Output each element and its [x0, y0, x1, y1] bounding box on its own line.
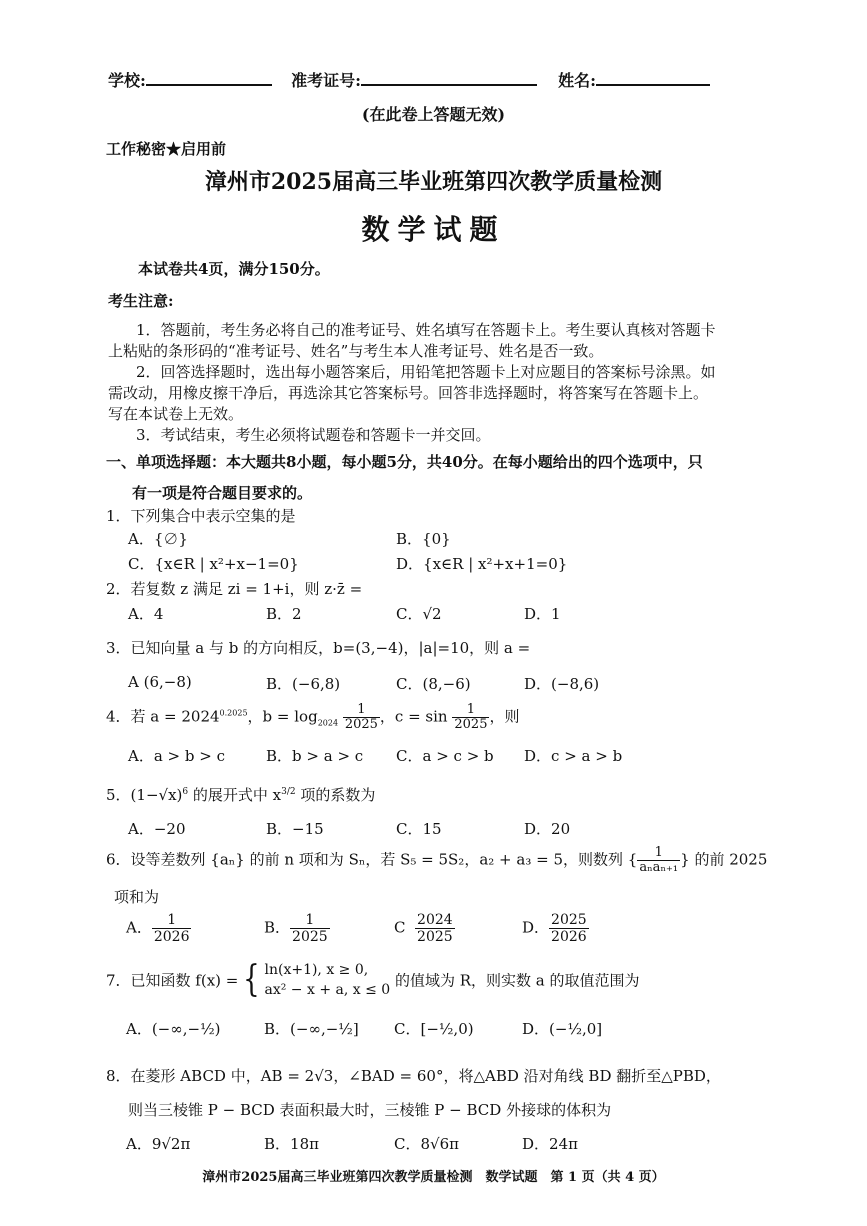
q1-stem: 1．下列集合中表示空集的是: [106, 507, 296, 525]
exam-no-label: 准考证号:: [291, 71, 361, 90]
q5-option-d: D．20: [524, 820, 571, 838]
q6-option-a: A． $\frac{1}{2026}$: [126, 912, 190, 945]
q7-option-b: B．(−∞,−½]: [264, 1020, 359, 1038]
q1-option-b: B．{0}: [396, 530, 451, 548]
q5-option-a: A．−20: [128, 820, 186, 838]
q6-fraction: $\frac{1}{\text{aₙaₙ₊₁}}$: [639, 845, 679, 875]
q4-option-b: B．b > a > c: [266, 747, 364, 765]
q6-stem: 6．设等差数列 {aₙ} 的前 n 项和为 Sₙ，若 S₅ = 5S₂，a₂ + a₃ = 5，则数列 { $\frac{1}{\text{aₙaₙ₊₁}}$ } 的前 2025: [106, 845, 768, 875]
q6-option-d: D． $\frac{2025}{2026}$: [522, 912, 587, 945]
q4-option-c: C．a > c > b: [396, 747, 494, 765]
page-footer: 漳州市2025届高三毕业班第四次教学质量检测 数学试题 第 1 页（共 4 页）: [202, 1170, 665, 1185]
q1-option-d: D．{x∈R | x²+x+1=0}: [396, 555, 568, 573]
q7-piecewise: ln(x+1), x ≥ 0, ax² − x + a, x ≤ 0: [264, 962, 391, 998]
exam-no-blank: [361, 66, 537, 86]
q4-option-a: A．a > b > c: [128, 747, 225, 765]
q7-stem: 7．已知函数 f(x) = { ln(x+1), x ≥ 0, ax² − x + a, x ≤ 0 的值域为 R，则实数 a 的取值范围为: [106, 959, 640, 1001]
q7-option-d: D．(−½,0]: [522, 1020, 603, 1038]
section1-line2: 有一项是符合题目要求的。: [132, 484, 313, 502]
name-blank: [596, 66, 710, 86]
q3-option-b: B．(−6,8): [266, 675, 341, 693]
q1-option-a: A．{∅}: [128, 530, 188, 548]
q8-stem-2: 则当三棱锥 P − BCD 表面积最大时，三棱锥 P − BCD 外接球的体积为: [128, 1101, 612, 1119]
q3-option-d: D．(−8,6): [524, 675, 600, 693]
q8-option-c: C．8√6π: [394, 1135, 459, 1153]
q4-option-d: D．c > a > b: [524, 747, 623, 765]
intro-text: 本试卷共4页，满分150分。: [138, 260, 330, 278]
q8-option-d: D．24π: [522, 1135, 578, 1153]
q7-option-a: A．(−∞,−½): [126, 1020, 221, 1038]
q2-option-c: C．√2: [396, 605, 442, 623]
school-blank: [146, 66, 272, 86]
notes-heading: 考生注意:: [108, 292, 174, 310]
q7-option-c: C．[−½,0): [394, 1020, 474, 1038]
q4-fraction-b: $\frac{1}{2025}$: [344, 702, 378, 732]
q8-stem-1: 8．在菱形 ABCD 中，AB = 2√3，∠BAD = 60°，将△ABD 沿对角线 BD 翻折至△PBD，: [106, 1067, 721, 1085]
q2-stem: 2．若复数 z 满足 zi = 1+i，则 z·z̄ =: [106, 580, 363, 598]
q5-stem: 5．$(1-√x)^6$ 的展开式中 $x^{3/2}$ 项的系数为: [106, 786, 376, 804]
secret-label: 工作秘密★启用前: [106, 140, 227, 158]
q2-option-d: D．1: [524, 605, 561, 623]
section1-line1: 一、单项选择题：本大题共8小题，每小题5分，共40分。在每小题给出的四个选项中，只: [106, 453, 703, 471]
note-1b: 上粘贴的条形码的“准考证号、姓名”与考生本人准考证号、姓名是否一致。: [108, 342, 604, 360]
name-label: 姓名:: [558, 71, 597, 90]
page-subtitle: 数学试题: [361, 213, 506, 246]
q6-option-c: C $\frac{2024}{2025}$: [394, 912, 453, 945]
q4-fraction-c: $\frac{1}{2025}$: [454, 702, 488, 732]
school-label: 学校:: [108, 71, 146, 90]
q5-option-c: C．15: [396, 820, 442, 838]
q3-stem: 3．已知向量 a 与 b 的方向相反，b=(3,−4)，|a|=10，则 a =: [106, 639, 531, 657]
q3-option-a: A (6,−8): [128, 673, 192, 691]
header-fields: [108, 66, 710, 91]
q2-option-a: A．4: [128, 605, 164, 623]
q5-option-b: B．−15: [266, 820, 324, 838]
notes-block: [108, 320, 768, 446]
q1-option-c: C．{x∈R | x²+x−1=0}: [128, 555, 299, 573]
note-2c: 写在本试卷上无效。: [108, 405, 244, 423]
q3-option-c: C．(8,−6): [396, 675, 471, 693]
note-3: 3．考试结束，考生必须将试题卷和答题卡一并交回。: [136, 426, 491, 444]
note-1a: 1．答题前，考生务必将自己的准考证号、姓名填写在答题卡上。考生要认真核对答题卡: [136, 321, 716, 339]
q6-option-b: B． $\frac{1}{2025}$: [264, 912, 328, 945]
q8-option-b: B．18π: [264, 1135, 319, 1153]
q2-option-b: B．2: [266, 605, 302, 623]
note-2b: 需改动，用橡皮擦干净后，再选涂其它答案标号。回答非选择题时，将答案写在答题卡上。: [108, 384, 709, 402]
q6-stem-2: 项和为: [114, 888, 160, 906]
invalid-note: (在此卷上答题无效): [361, 105, 506, 124]
page-title: 漳州市2025届高三毕业班第四次教学质量检测: [204, 169, 663, 195]
note-2a: 2．回答选择题时，选出每小题答案后，用铅笔把答题卡上对应题目的答案标号涂黑。如: [136, 363, 716, 381]
q4-stem: 4．若 $a = 2024^{0.2025}$，$b = \log_{2024}$ $\frac{1}{2025}$ ，c = sin $\frac{1}{2025}$ ，则: [106, 702, 520, 732]
q8-option-a: A．9√2π: [126, 1135, 191, 1153]
